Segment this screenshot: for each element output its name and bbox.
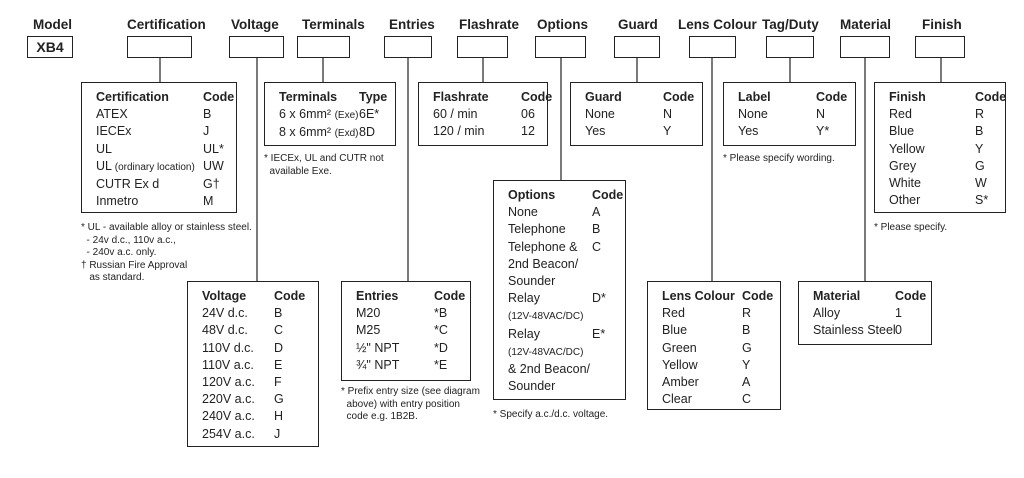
option-name xyxy=(96,176,203,193)
option-code: E* xyxy=(592,326,606,341)
option-text: 220V a.c. xyxy=(202,392,255,407)
option-name xyxy=(508,256,592,273)
option-name xyxy=(356,322,434,339)
option-text: Sounder xyxy=(508,274,556,289)
table-header-row xyxy=(662,288,774,305)
slot-options[interactable] xyxy=(535,36,586,58)
table-row xyxy=(662,322,770,339)
table-row xyxy=(279,106,385,124)
footnote-line: * Please specify wording. xyxy=(723,153,835,164)
option-code: B xyxy=(742,323,751,338)
table-header-row xyxy=(433,89,553,106)
option-code: 0 xyxy=(895,323,902,338)
option-name xyxy=(96,158,203,176)
option-code: 12 xyxy=(521,124,535,139)
option-code: 1 xyxy=(895,306,902,321)
voltage-table xyxy=(187,281,319,447)
option-code: Y xyxy=(742,357,751,372)
option-text: 6 x 6mm² xyxy=(279,107,335,122)
option-code: G xyxy=(975,158,985,173)
footnote-line: * Specify a.c./d.c. voltage. xyxy=(493,409,609,420)
terminals-notes xyxy=(264,153,384,178)
option-code: B xyxy=(203,107,212,122)
footnote-line: - 24v d.c., 110v a.c., xyxy=(81,234,176,246)
option-name xyxy=(813,305,895,322)
table-row xyxy=(889,141,995,158)
table-row xyxy=(202,305,308,322)
option-code: W xyxy=(975,176,987,191)
table-row xyxy=(356,305,460,322)
option-name xyxy=(96,123,203,140)
table-row xyxy=(279,124,385,142)
option-name xyxy=(508,239,592,256)
option-text: Relay xyxy=(508,291,540,306)
option-text: Blue xyxy=(662,323,688,338)
column-label: Guard xyxy=(585,90,622,104)
option-text: Yes xyxy=(585,124,606,139)
option-text: Telephone xyxy=(508,222,566,237)
option-text: Grey xyxy=(889,158,917,173)
entries-notes xyxy=(341,386,480,424)
column-label: Lens Colour xyxy=(662,289,735,303)
option-name xyxy=(96,141,203,158)
option-text: 254V a.c. xyxy=(202,426,255,441)
footnote-line: as standard. xyxy=(81,272,145,283)
table-row xyxy=(813,305,921,322)
lens-colour-table xyxy=(647,281,781,410)
header-entries: Entries xyxy=(389,17,435,32)
guard-table xyxy=(570,82,703,146)
option-code: Y xyxy=(663,124,672,139)
option-subtext: (ordinary location) xyxy=(111,161,195,173)
option-code: B xyxy=(592,222,601,237)
option-name xyxy=(356,305,434,322)
option-code: 06 xyxy=(521,107,535,122)
option-name xyxy=(738,106,816,123)
option-name xyxy=(279,106,359,124)
option-subtext: (Exd) xyxy=(334,128,359,140)
table-header-row xyxy=(813,288,927,305)
table-row xyxy=(202,426,308,443)
option-text: None xyxy=(585,107,615,122)
option-text: ATEX xyxy=(96,107,128,122)
option-name xyxy=(738,123,816,140)
option-text: Clear xyxy=(662,392,692,407)
option-code: 6E* xyxy=(359,107,380,122)
option-text: 24V d.c. xyxy=(202,306,248,321)
table-row xyxy=(356,322,460,339)
option-code: *B xyxy=(434,306,448,321)
flashrate-table xyxy=(418,82,553,146)
option-code: N xyxy=(816,107,826,122)
option-subtext: (Exe) xyxy=(334,110,359,122)
column-code-label: Code xyxy=(592,188,624,202)
option-name xyxy=(508,343,592,361)
option-name xyxy=(356,357,434,374)
table-row xyxy=(662,340,770,357)
option-name xyxy=(202,357,274,374)
option-code: C xyxy=(274,323,284,338)
table-row xyxy=(96,158,226,176)
option-code: UW xyxy=(203,158,224,173)
option-code: J xyxy=(203,124,210,139)
table-row xyxy=(96,123,226,140)
footnote-line: * UL - available alloy or stainless steel. xyxy=(81,222,252,233)
column-label: Voltage xyxy=(202,289,247,303)
column-label: Terminals xyxy=(279,90,338,104)
table-row xyxy=(889,123,995,140)
table-row xyxy=(202,391,308,408)
option-code: A xyxy=(742,375,751,390)
footnote-line: * Prefix entry size (see diagram xyxy=(341,386,480,397)
column-code-label: Code xyxy=(663,90,695,104)
option-text: Alloy xyxy=(813,306,841,321)
table-row xyxy=(508,204,615,221)
table-row xyxy=(738,106,845,123)
column-code-label: Code xyxy=(521,90,553,104)
table-row xyxy=(508,290,615,307)
table-row xyxy=(96,176,226,193)
option-text: 60 / min xyxy=(433,107,478,122)
column-label: Options xyxy=(508,188,556,202)
option-name xyxy=(889,123,975,140)
option-code: N xyxy=(663,107,673,122)
option-text: UL xyxy=(96,158,112,173)
column-code-label: Type xyxy=(359,90,388,104)
table-row xyxy=(508,361,615,378)
table-row xyxy=(662,391,770,408)
option-text: Amber xyxy=(662,375,699,390)
table-row xyxy=(508,221,615,238)
option-name xyxy=(662,305,742,322)
table-row xyxy=(585,123,692,140)
option-text: UL xyxy=(96,141,112,156)
option-code: 8D xyxy=(359,125,375,140)
header-certification: Certification xyxy=(127,17,206,32)
table-header-row xyxy=(585,89,695,106)
table-row xyxy=(889,175,995,192)
options-notes xyxy=(493,409,608,422)
column-code-label: Code xyxy=(816,90,848,104)
option-name xyxy=(202,340,274,357)
option-text: Yellow xyxy=(662,357,698,372)
option-code: F xyxy=(274,375,282,390)
table-row xyxy=(813,322,921,339)
table-row xyxy=(508,326,615,343)
terminals-table xyxy=(264,82,396,146)
option-code: D* xyxy=(592,291,606,306)
option-code: *E xyxy=(434,357,448,372)
option-code: G xyxy=(274,392,284,407)
table-row xyxy=(889,158,995,175)
column-code-label: Code xyxy=(975,90,1007,104)
table-row xyxy=(662,305,770,322)
option-text: None xyxy=(738,107,768,122)
option-name xyxy=(202,322,274,339)
column-code-label: Code xyxy=(895,289,927,303)
footnote-line: * Please specify. xyxy=(874,222,948,233)
option-text: ½" NPT xyxy=(356,340,400,355)
header-options: Options xyxy=(537,17,588,32)
option-name xyxy=(202,305,274,322)
table-row xyxy=(356,357,460,374)
model-code-box: XB4 xyxy=(27,36,73,58)
slot-flashrate[interactable] xyxy=(457,36,508,58)
slot-voltage[interactable] xyxy=(229,36,284,58)
option-name xyxy=(662,357,742,374)
header-guard: Guard xyxy=(618,17,658,32)
table-row xyxy=(202,357,308,374)
table-row xyxy=(508,239,615,256)
option-name xyxy=(662,322,742,339)
option-name xyxy=(508,307,592,325)
footnote-line: * IECEx, UL and CUTR not xyxy=(264,153,384,164)
footnote-line: † Russian Fire Approval xyxy=(81,259,188,271)
option-text: Telephone & xyxy=(508,239,578,254)
option-code: M xyxy=(203,194,214,209)
table-row xyxy=(662,374,770,391)
tag-duty-notes xyxy=(723,153,835,166)
certification-notes xyxy=(81,222,252,285)
option-name xyxy=(356,340,434,357)
header-voltage: Voltage xyxy=(231,17,279,32)
option-name xyxy=(96,106,203,123)
table-header-row xyxy=(508,187,624,204)
option-text: Stainless Steel xyxy=(813,323,896,338)
option-name xyxy=(508,326,592,343)
slot-tag-duty[interactable] xyxy=(766,36,814,58)
header-terminals: Terminals xyxy=(302,17,365,32)
table-row xyxy=(202,340,308,357)
option-name xyxy=(202,391,274,408)
option-name xyxy=(202,408,274,425)
option-name xyxy=(508,361,592,378)
column-code-label: Code xyxy=(742,289,774,303)
option-text: CUTR Ex d xyxy=(96,177,160,192)
header-finish: Finish xyxy=(922,17,962,32)
option-text: Yellow xyxy=(889,141,925,156)
column-label: Entries xyxy=(356,289,399,303)
slot-lens-colour[interactable] xyxy=(689,36,736,58)
table-row xyxy=(508,307,615,325)
option-text: 240V a.c. xyxy=(202,409,255,424)
option-name xyxy=(889,106,975,123)
certification-table xyxy=(81,82,237,213)
option-code: A xyxy=(592,205,601,220)
entries-table xyxy=(341,281,471,381)
option-name xyxy=(96,193,203,210)
option-text: IECEx xyxy=(96,124,132,139)
option-text: Red xyxy=(662,306,685,321)
option-name xyxy=(433,106,521,123)
option-text: Other xyxy=(889,193,921,208)
option-text: None xyxy=(508,205,538,220)
option-name xyxy=(279,124,359,142)
option-name xyxy=(662,391,742,408)
column-code-label: Code xyxy=(274,289,306,303)
table-row xyxy=(508,343,615,361)
column-code-label: Code xyxy=(434,289,466,303)
table-row xyxy=(433,106,537,123)
option-code: D xyxy=(274,340,284,355)
option-name xyxy=(202,374,274,391)
header-material: Material xyxy=(840,17,892,32)
footnote-line: above) with entry position xyxy=(341,398,460,410)
option-code: J xyxy=(274,426,281,441)
slot-material[interactable] xyxy=(840,36,890,58)
option-text: & 2nd Beacon/ xyxy=(508,362,591,377)
option-code: C xyxy=(592,239,602,254)
table-row xyxy=(662,357,770,374)
slot-finish[interactable] xyxy=(915,36,965,58)
option-text: Red xyxy=(889,107,912,122)
table-row xyxy=(889,106,995,123)
table-header-row xyxy=(356,288,466,305)
option-name xyxy=(889,192,975,209)
footnote-line: available Exe. xyxy=(264,165,332,177)
option-subtext: (12V-48VAC/DC) xyxy=(508,346,584,358)
option-code: R xyxy=(742,306,752,321)
option-text: White xyxy=(889,176,921,191)
table-row xyxy=(508,273,615,290)
option-code: *C xyxy=(434,323,448,338)
option-text: Green xyxy=(662,340,697,355)
option-name xyxy=(508,290,592,307)
slot-guard[interactable] xyxy=(614,36,660,58)
option-text: 120V a.c. xyxy=(202,375,255,390)
option-name xyxy=(889,175,975,192)
option-text: Blue xyxy=(889,124,915,139)
table-header-row xyxy=(202,288,308,305)
material-table xyxy=(798,281,932,345)
finish-table xyxy=(874,82,1006,213)
table-row xyxy=(508,378,615,395)
slot-terminals[interactable] xyxy=(297,36,350,58)
option-text: Inmetro xyxy=(96,194,139,209)
option-code: B xyxy=(274,306,283,321)
option-name xyxy=(585,106,663,123)
table-header-row xyxy=(889,89,1007,106)
option-text: M20 xyxy=(356,306,381,321)
table-row xyxy=(356,340,460,357)
option-code: G† xyxy=(203,177,220,192)
table-row xyxy=(738,123,845,140)
option-code: R xyxy=(975,107,985,122)
option-text: 48V d.c. xyxy=(202,323,248,338)
header-tag-duty: Tag/Duty xyxy=(762,17,819,32)
option-text: M25 xyxy=(356,323,381,338)
table-row xyxy=(508,256,615,273)
table-row xyxy=(96,193,226,210)
header-lens-colour: Lens Colour xyxy=(678,17,757,32)
option-name xyxy=(508,204,592,221)
option-text: Sounder xyxy=(508,379,556,394)
option-name xyxy=(662,340,742,357)
option-code: G xyxy=(742,340,752,355)
slot-certification[interactable] xyxy=(127,36,192,58)
option-name xyxy=(813,322,895,339)
footnote-line: code e.g. 1B2B. xyxy=(341,411,418,422)
table-row xyxy=(202,374,308,391)
table-row xyxy=(96,106,226,123)
finish-notes xyxy=(874,222,947,235)
option-text: Relay xyxy=(508,326,540,341)
option-name xyxy=(889,141,975,158)
option-name xyxy=(433,123,521,140)
table-header-row xyxy=(96,89,235,106)
option-text: 110V a.c. xyxy=(202,357,254,372)
options-table xyxy=(493,180,626,400)
header-flashrate: Flashrate xyxy=(459,17,520,32)
table-header-row xyxy=(738,89,848,106)
column-label: Flashrate xyxy=(433,90,489,104)
option-name xyxy=(508,378,592,395)
option-code: *D xyxy=(434,340,448,355)
table-row xyxy=(202,322,308,339)
option-code: Y* xyxy=(816,124,830,139)
option-subtext: (12V-48VAC/DC) xyxy=(508,311,584,323)
option-code: H xyxy=(274,409,284,424)
table-row xyxy=(433,123,537,140)
header-model: Model xyxy=(33,17,72,32)
option-name xyxy=(508,221,592,238)
option-code: UL* xyxy=(203,141,224,156)
option-text: 110V d.c. xyxy=(202,340,254,355)
table-header-row xyxy=(279,89,388,106)
option-code: B xyxy=(975,124,984,139)
column-label: Material xyxy=(813,289,861,303)
option-name xyxy=(889,158,975,175)
option-text: 120 / min xyxy=(433,124,485,139)
table-row xyxy=(96,141,226,158)
option-name xyxy=(662,374,742,391)
option-text: ¾" NPT xyxy=(356,357,400,372)
column-label: Certification xyxy=(96,90,169,104)
option-code: S* xyxy=(975,193,989,208)
option-code: C xyxy=(742,392,752,407)
option-text: Yes xyxy=(738,124,759,139)
column-label: Finish xyxy=(889,90,926,104)
tag-duty-table xyxy=(723,82,856,146)
slot-entries[interactable] xyxy=(384,36,432,58)
footnote-line: - 240v a.c. only. xyxy=(81,247,157,258)
table-row xyxy=(889,192,995,209)
option-name xyxy=(202,426,274,443)
option-text: 8 x 6mm² xyxy=(279,125,335,140)
column-code-label: Code xyxy=(203,90,235,104)
option-name xyxy=(585,123,663,140)
option-name xyxy=(508,273,592,290)
option-text: 2nd Beacon/ xyxy=(508,256,579,271)
table-row xyxy=(585,106,692,123)
table-row xyxy=(202,408,308,425)
column-label: Label xyxy=(738,90,771,104)
option-code: E xyxy=(274,357,283,372)
option-code: Y xyxy=(975,141,984,156)
